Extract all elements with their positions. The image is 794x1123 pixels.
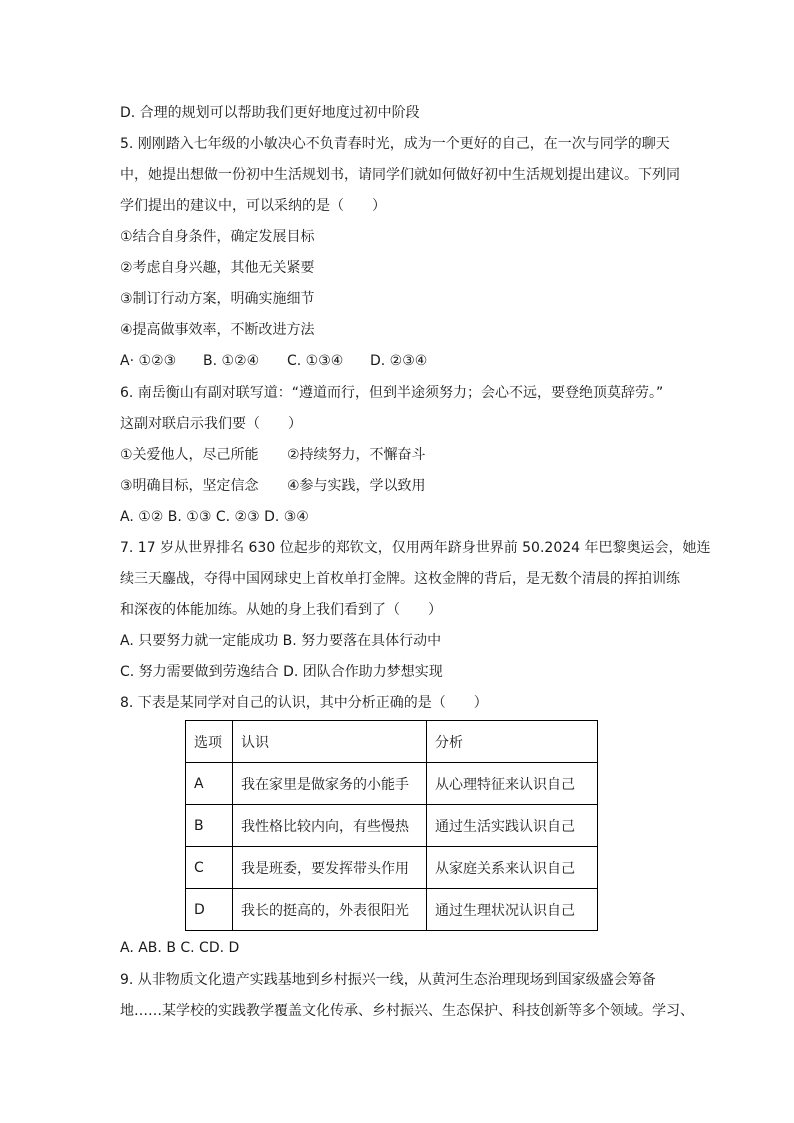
q8-options: A. AB. B C. CD. D	[120, 940, 240, 956]
table-cell: D	[186, 889, 233, 931]
q6-item-4: ④参与实践，学以致用	[287, 478, 426, 494]
q5-stem-line-3: 学们提出的建议中，可以采纳的是（ ）	[120, 198, 386, 214]
q6-stem-line-1: 6. 南岳衡山有副对联写道：“遵道而行，但到半途须努力；会心不远，要登绝顶莫辞劳。”	[120, 385, 664, 401]
self-knowledge-table	[185, 720, 598, 931]
table-header-cell: 选项	[186, 721, 233, 763]
table-cell: 我在家里是做家务的小能手	[233, 763, 427, 805]
table-cell: B	[186, 805, 233, 847]
q7-options-cd: C. 努力需要做到劳逸结合 D. 团队合作助力梦想实现	[120, 664, 443, 680]
q6-stem-line-2: 这副对联启示我们要（ ）	[120, 416, 302, 432]
table-cell: 我长的挺高的，外表很阳光	[233, 889, 427, 931]
q6-options: A. ①② B. ①③ C. ②③ D. ③④	[120, 509, 309, 525]
q5-stem-line-1: 5. 刚刚踏入七年级的小敏决心不负青春时光，成为一个更好的自己，在一次与同学的聊天	[120, 136, 670, 152]
table-row	[186, 889, 598, 931]
q7-stem-line-1: 7. 17 岁从世界排名 630 位起步的郑钦文，仅用两年跻身世界前 50.2024 年巴黎奥运会，她连	[120, 540, 711, 556]
q6-items-row-1	[120, 448, 426, 462]
q7-stem-line-2: 续三天鏖战，夺得中国网球史上首枚单打金牌。这枚金牌的背后，是无数个清晨的挥拍训练	[120, 571, 680, 587]
q7-options-ab: A. 只要努力就一定能成功 B. 努力要落在具体行动中	[120, 633, 442, 649]
q8-stem: 8. 下表是某同学对自己的认识，其中分析正确的是（ ）	[120, 695, 488, 711]
table-row	[186, 763, 598, 805]
q5-options	[120, 354, 427, 368]
table-header-row	[186, 721, 598, 763]
table-header-cell: 分析	[427, 721, 598, 763]
table-cell: 通过生理状况认识自己	[427, 889, 598, 931]
table-cell: 通过生活实践认识自己	[427, 805, 598, 847]
q5-item-4: ④提高做事效率，不断改进方法	[120, 322, 315, 338]
q4-option-d: D. 合理的规划可以帮助我们更好地度过初中阶段	[120, 105, 420, 121]
table-header-cell: 认识	[233, 721, 427, 763]
q6-item-2: ②持续努力，不懈奋斗	[287, 447, 426, 463]
q5-item-1: ①结合自身条件，确定发展目标	[120, 229, 315, 245]
q7-stem-line-3: 和深夜的体能加练。从她的身上我们看到了（ ）	[120, 602, 442, 618]
table-cell: 我是班委，要发挥带头作用	[233, 847, 427, 889]
table-cell: 我性格比较内向，有些慢热	[233, 805, 427, 847]
table-row	[186, 847, 598, 889]
q5-option-a: A· ①②③	[120, 353, 177, 369]
table-cell: 从家庭关系来认识自己	[427, 847, 598, 889]
q6-item-3: ③明确目标，坚定信念	[120, 478, 259, 494]
table-cell: A	[186, 763, 233, 805]
q5-item-2: ②考虑自身兴趣，其他无关紧要	[120, 260, 315, 276]
table-cell: 从心理特征来认识自己	[427, 763, 598, 805]
q9-stem-line-2: 地……某学校的实践教学覆盖文化传承、乡村振兴、生态保护、科技创新等多个领域。学习、	[120, 1003, 694, 1019]
q6-items-row-2	[120, 479, 426, 493]
q5-option-b: B. ①②④	[203, 353, 260, 369]
q5-option-d: D. ②③④	[370, 353, 428, 369]
q9-stem-line-1: 9. 从非物质文化遗产实践基地到乡村振兴一线，从黄河生态治理现场到国家级盛会筹备	[120, 972, 656, 988]
q5-item-3: ③制订行动方案，明确实施细节	[120, 291, 315, 307]
q5-option-c: C. ①③④	[287, 353, 344, 369]
table-cell: C	[186, 847, 233, 889]
q6-item-1: ①关爱他人，尽己所能	[120, 447, 259, 463]
table-row	[186, 805, 598, 847]
q5-stem-line-2: 中，她提出想做一份初中生活规划书，请同学们就如何做好初中生活规划提出建议。下列同	[120, 167, 680, 183]
